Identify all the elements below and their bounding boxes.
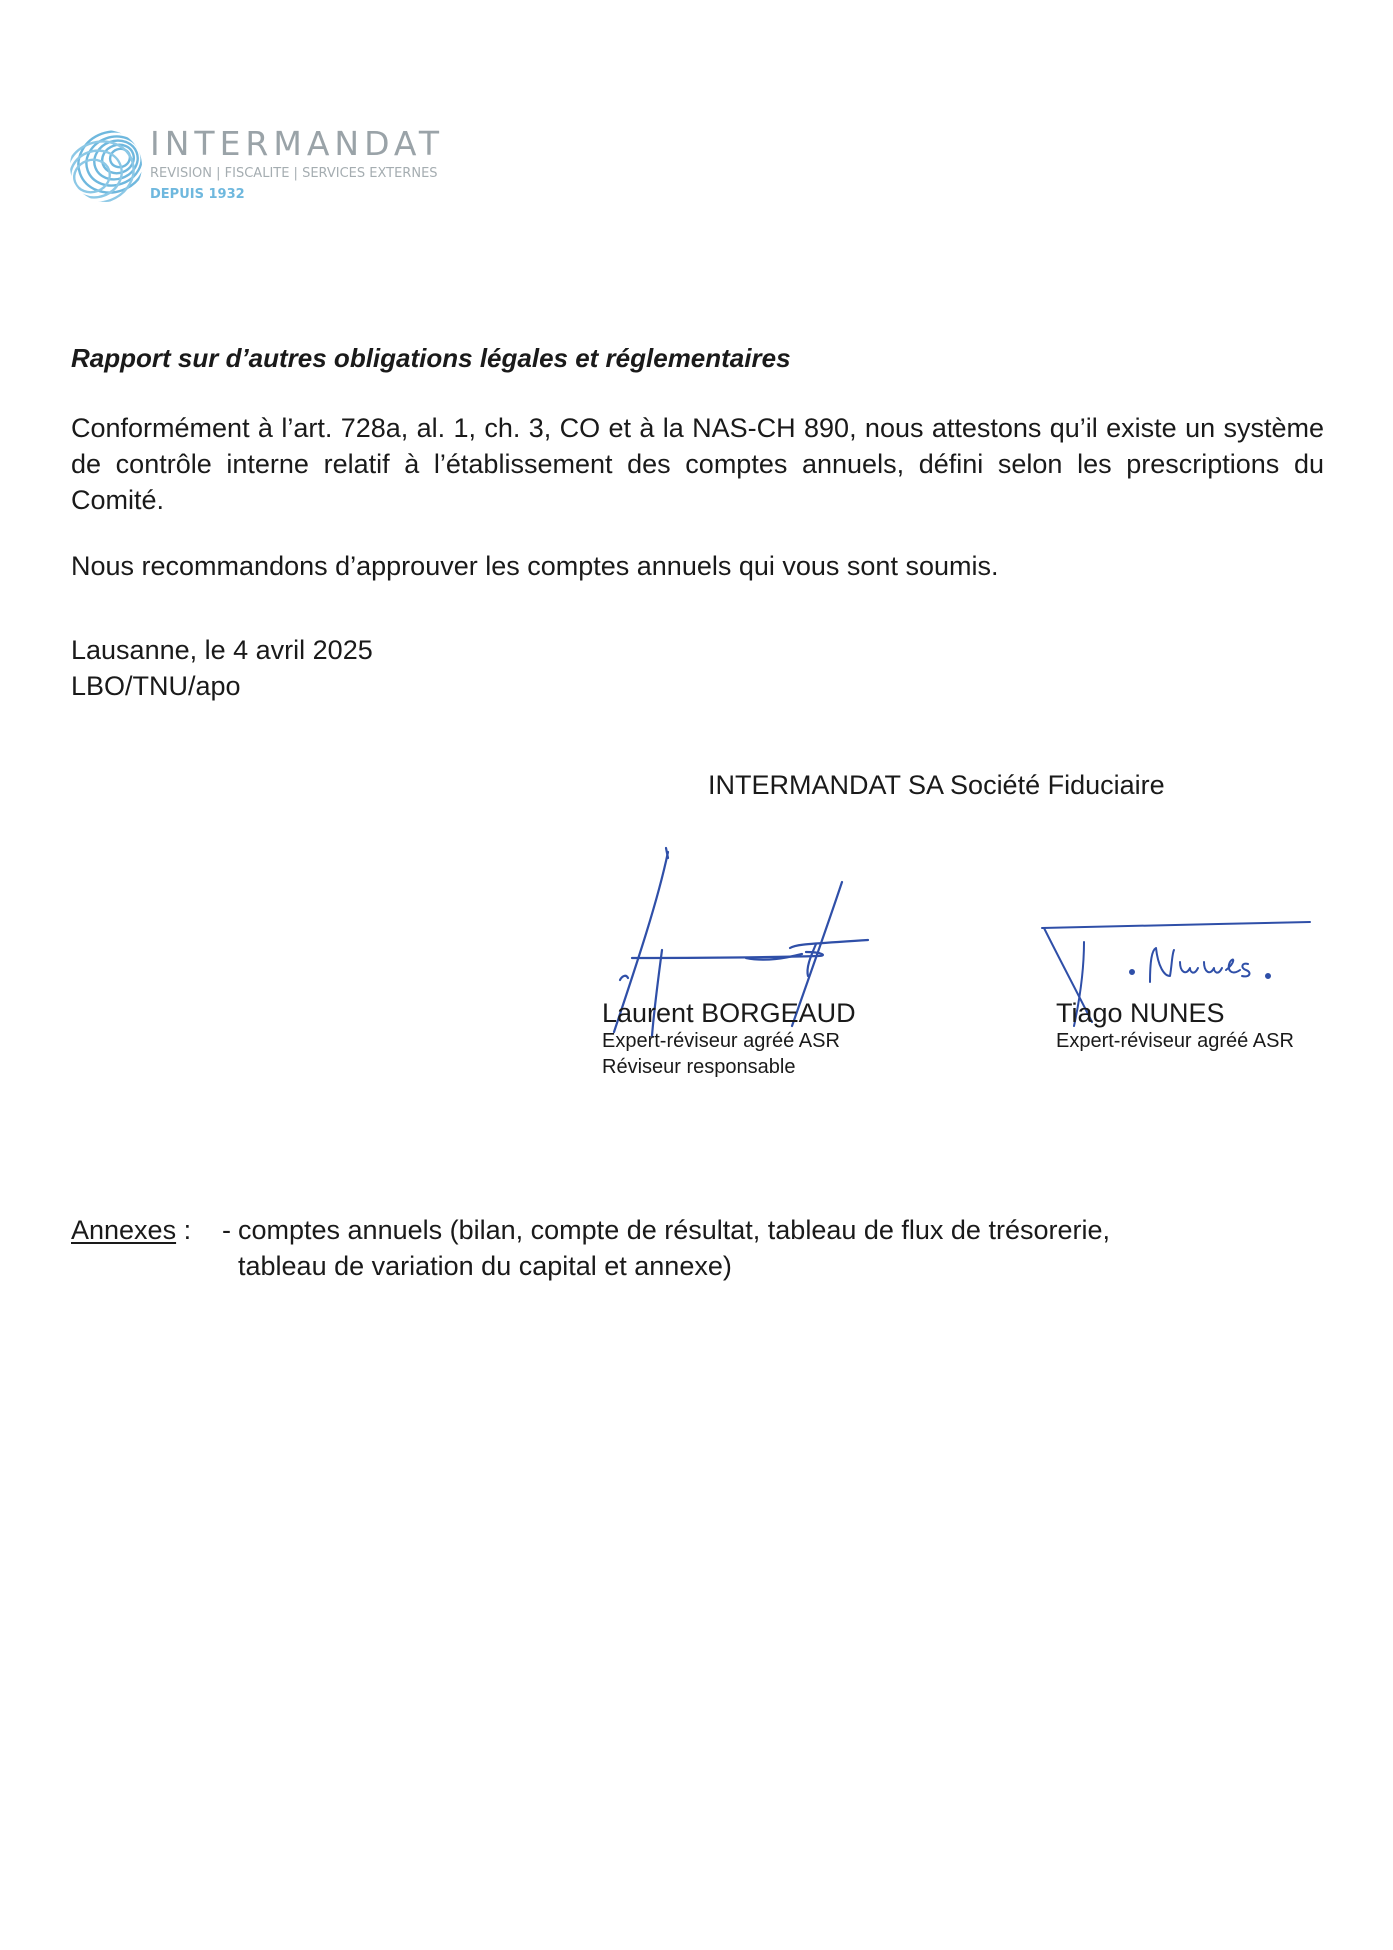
paragraph-internal-control: Conformément à l’art. 728a, al. 1, ch. 3, CO et à la NAS-CH 890, nous attestons qu’il existe un système de contrôle interne relatif à l’établissement des comptes annuels, défini selon les prescriptions du Comité. xyxy=(71,413,1324,515)
document-reference: LBO/TNU/apo xyxy=(71,671,241,701)
place-and-date: Lausanne, le 4 avril 2025 xyxy=(71,635,373,665)
logo-wordmark: INTERMANDAT xyxy=(150,124,445,163)
annexes-line-1: comptes annuels (bilan, compte de résultat, tableau de flux de trésorerie, xyxy=(238,1215,1110,1245)
signatory-1-role: Réviseur responsable xyxy=(602,1056,796,1078)
signatory-2-title: Expert-réviseur agréé ASR xyxy=(1056,1030,1294,1052)
annexes-bullet: - xyxy=(222,1215,231,1245)
company-logo xyxy=(68,126,488,206)
signatory-1-name: Laurent BORGEAUD xyxy=(602,998,856,1028)
annexes-label xyxy=(71,1215,191,1246)
signatory-2-name: Tiago NUNES xyxy=(1056,998,1225,1028)
signatory-1-title: Expert-réviseur agréé ASR xyxy=(602,1030,840,1052)
section-heading: Rapport sur d’autres obligations légales et réglementaires xyxy=(71,343,791,373)
logo-since-year: DEPUIS 1932 xyxy=(150,187,245,202)
intermandat-logo-icon xyxy=(68,128,144,204)
annexes-separator: : xyxy=(176,1215,192,1245)
firm-name: INTERMANDAT SA Société Fiduciaire xyxy=(708,770,1165,800)
logo-tagline: REVISION | FISCALITE | SERVICES EXTERNES xyxy=(150,166,438,181)
paragraph-recommendation: Nous recommandons d’approuver les comptes annuels qui vous sont soumis. xyxy=(71,551,999,581)
annexes-line-2: tableau de variation du capital et annexe) xyxy=(238,1251,732,1281)
annexes-label-text: Annexes xyxy=(71,1215,177,1245)
